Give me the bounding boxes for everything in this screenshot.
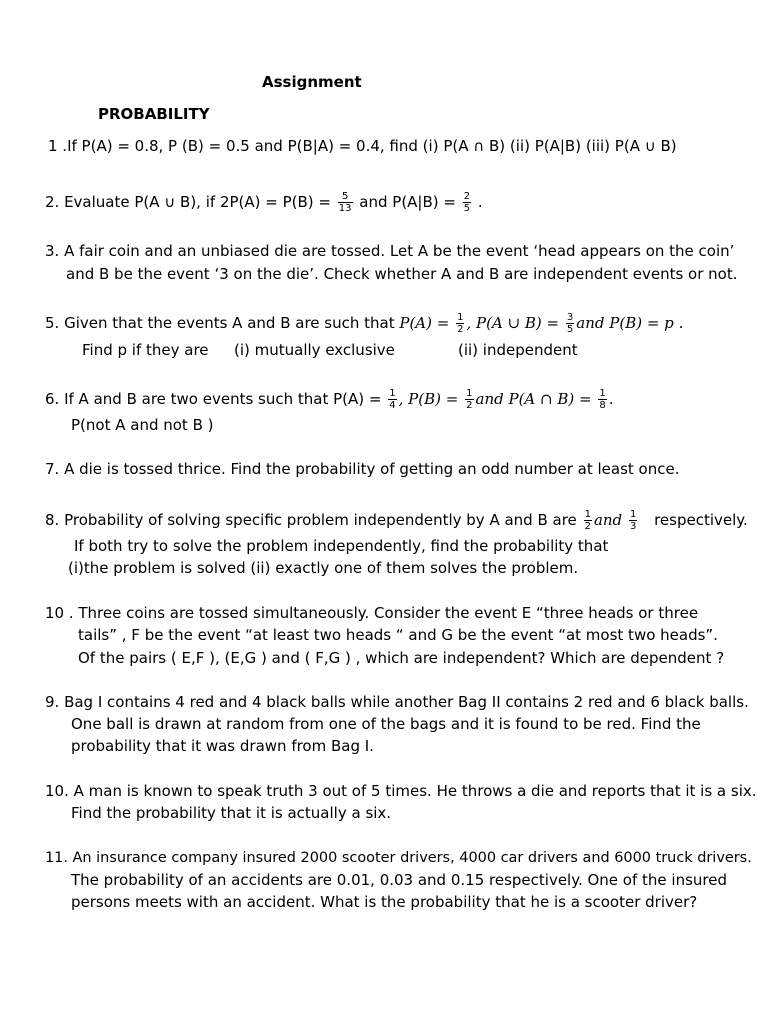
fraction: $\frac{1}{2}$ <box>457 312 464 335</box>
fraction: $\frac{1}{8}$ <box>599 388 606 411</box>
question-10b-line-2: Find the probability that it is actually a six. <box>71 804 392 822</box>
question-10a-line-1: 10 . Three coins are tossed simultaneously. Consider the event E “three heads or three <box>45 604 699 622</box>
question-10b-line-1: 10. A man is known to speak truth 3 out of 5 times. He throws a die and reports that it is a six. <box>45 782 757 800</box>
fraction: $\frac{5}{13}$ <box>338 191 352 214</box>
question-8-line-3: (i)the problem is solved (ii) exactly one of them solves the problem. <box>68 559 579 577</box>
question-7: 7. A die is tossed thrice. Find the probability of getting an odd number at least once. <box>45 460 680 478</box>
question-2-prefix: 2. Evaluate P(A ∪ B), if 2P(A) = P(B) = <box>45 193 331 211</box>
fraction: $\frac{1}{4}$ <box>389 388 396 411</box>
question-8-suffix: respectively. <box>654 511 748 529</box>
assignment-subtitle: PROBABILITY <box>98 105 210 123</box>
question-9-line-3: probability that it was drawn from Bag I. <box>71 737 374 755</box>
fraction: $\frac{1}{2}$ <box>466 388 473 411</box>
math-expression: , P(B) = <box>398 390 459 408</box>
question-6-line-2: P(not A and not B ) <box>71 416 214 434</box>
question-5-part-b: (i) mutually exclusive <box>234 341 395 359</box>
question-6 <box>45 388 614 411</box>
question-10a-line-3: Of the pairs ( E,F ), (E,G ) and ( F,G ) , which are independent? Which are dependent ? <box>78 649 725 667</box>
fraction: $\frac{3}{5}$ <box>566 312 574 335</box>
math-expression: and <box>593 511 623 529</box>
question-5 <box>45 312 683 335</box>
question-1: 1 .If P(A) = 0.8, P (B) = 0.5 and P(B|A) = 0.4, find (i) P(A ∩ B) (ii) P(A|B) (iii) P(A ∪ B) <box>48 137 677 155</box>
question-5-part-c: (ii) independent <box>458 341 578 359</box>
fraction: $\frac{2}{5}$ <box>463 191 471 214</box>
question-11-line-2: The probability of an accidents are 0.01, 0.03 and 0.15 respectively. One of the insured <box>71 871 727 889</box>
question-3-line-1: 3. A fair coin and an unbiased die are tossed. Let A be the event ‘head appears on the coin’ <box>45 242 735 260</box>
assignment-title: Assignment <box>262 73 362 91</box>
question-9-line-1: 9. Bag I contains 4 red and 4 black balls while another Bag II contains 2 red and 6 black balls. <box>45 693 749 711</box>
question-11-line-3: persons meets with an accident. What is the probability that he is a scooter driver? <box>71 893 698 911</box>
question-5-part-a: Find p if they are <box>82 341 209 359</box>
math-expression: , P(A ∪ B) = <box>466 314 560 332</box>
question-5-suffix: . <box>678 314 684 332</box>
question-2-suffix: . <box>477 193 483 211</box>
question-11-line-1: 11. An insurance company insured 2000 scooter drivers, 4000 car drivers and 6000 truck drivers. <box>45 850 752 866</box>
question-8 <box>45 509 748 532</box>
question-2-middle: and P(A|B) = <box>359 193 456 211</box>
question-6-prefix: 6. If A and B are two events such that P(A) = <box>45 390 382 408</box>
question-3-line-2: and B be the event ‘3 on the die’. Check whether A and B are independent events or not. <box>66 265 738 283</box>
question-2 <box>45 191 483 214</box>
question-6-suffix: . <box>608 390 614 408</box>
question-8-prefix: 8. Probability of solving specific problem independently by A and B are <box>45 511 577 529</box>
question-8-line-2: If both try to solve the problem independently, find the probability that <box>74 537 609 555</box>
math-expression: and P(A ∩ B) = <box>475 390 592 408</box>
math-expression: P(A) = <box>399 314 450 332</box>
math-expression: and P(B) = p <box>576 314 674 332</box>
question-9-line-2: One ball is drawn at random from one of the bags and it is found to be red. Find the <box>71 715 701 733</box>
fraction: $\frac{1}{3}$ <box>629 509 637 532</box>
question-10a-line-2: tails” , F be the event “at least two heads “ and G be the event “at most two heads”. <box>78 626 718 644</box>
question-5-prefix: 5. Given that the events A and B are such that <box>45 314 395 332</box>
fraction: $\frac{1}{2}$ <box>584 509 591 532</box>
